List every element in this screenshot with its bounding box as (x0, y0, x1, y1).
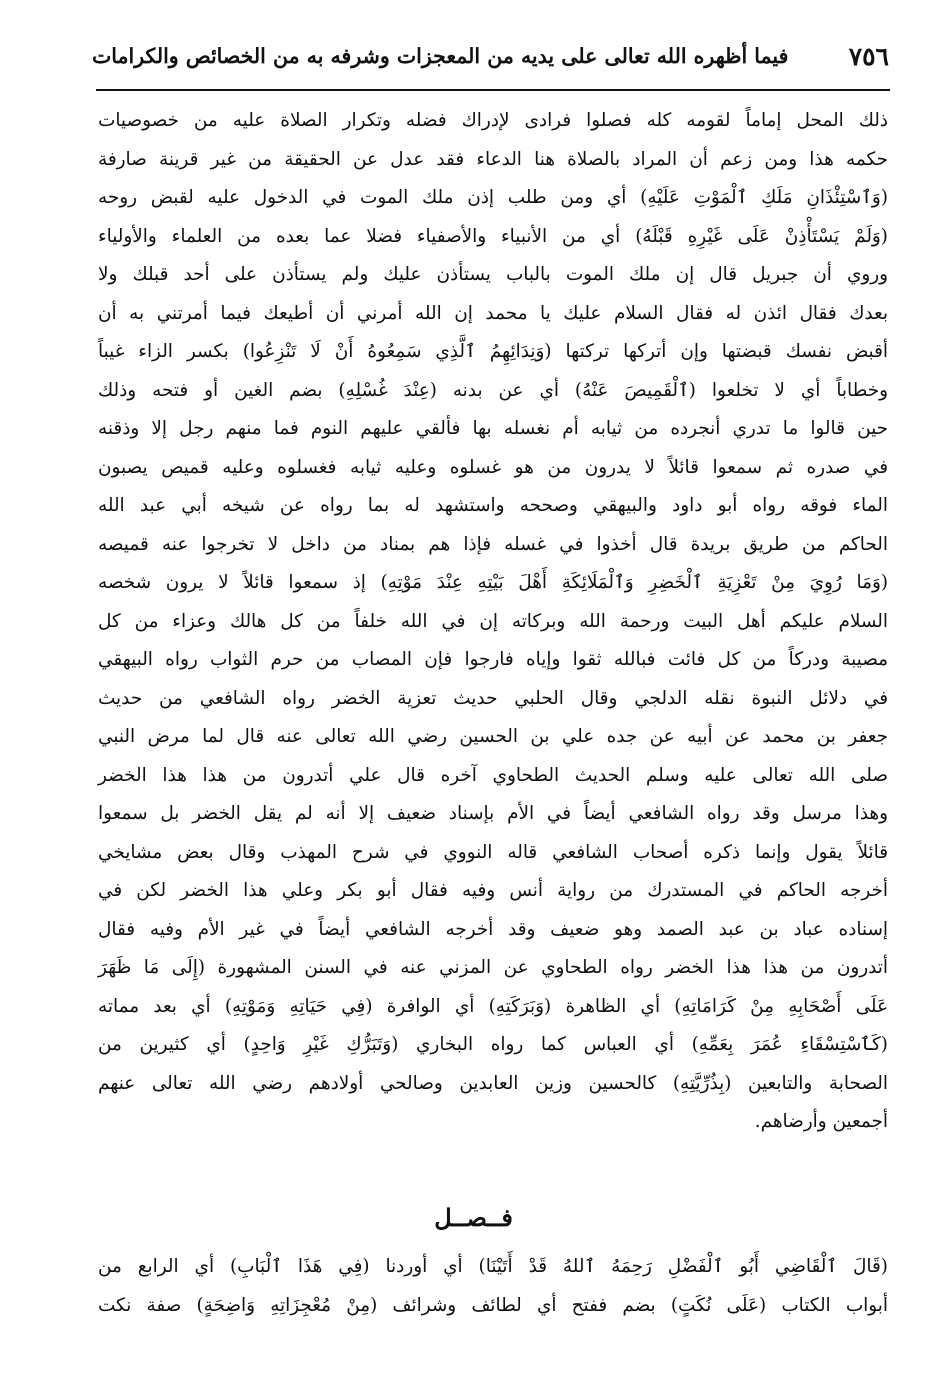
text-line: الصحابة والتابعين (بِذُرِّيَّتِهِ) كالحسين وزين العابدين وصالحي أولادهم رضي الله تعالى عنهم (98, 1072, 888, 1094)
text-line: قائلاً يقول وإنما ذكره أصحاب الشافعي قاله النووي في شرح المهذب وقال بعض مشايخي (98, 841, 888, 863)
text-line: أتدرون من هذا هذا الخضر رواه الطحاوي عن المزني عنه في السنن المشهورة (إِلَى مَا ظَهَرَ (98, 957, 888, 978)
text-line: (وَلَمْ يَسْتَأْذِنْ عَلَى غَيْرِهِ قَبْلَهُ) أي من الأنبياء والأصفياء فضلا عما بعده من العلماء والأولياء (98, 225, 888, 247)
text-line: السلام عليكم أهل البيت ورحمة الله وبركاته إن في الله خلفاً من كل هالك وعزاء من كل (98, 610, 888, 632)
text-line: إسناده عباد بن عبد الصمد وهو ضعيف وقد أخرجه الشافعي أيضاً في غير الأم وفيه فقال (98, 918, 888, 940)
text-line: حين قالوا ما تدري أنجرده من ثيابه أم نغسله بها فألقي عليهم النوم فما منهم رجل إلا وذقنه (98, 418, 888, 439)
section-heading: فــصــل (434, 1203, 513, 1232)
text-line: في دلائل النبوة نقله الدلجي وقال الحلبي حديث تعزية الخضر رواه الشافعي من حديث (98, 687, 888, 709)
running-header (92, 34, 889, 78)
text-line: الماء فوقه رواه أبو داود والبيهقي وصححه واستشهد له بما رواه عن شيخه أبي عبد الله (98, 495, 888, 516)
text-line: (كَٱسْتِسْقَاءِ عُمَرَ بِعَمِّهِ) أي العباس كما رواه البخاري (وَتَبَرُّكِ غَيْرِ وَاحِدٍ) أي كثيرين من (98, 1034, 888, 1055)
text-line: (وَمَا رُوِيَ مِنْ تَعْزِيَةِ ٱلْخَضِرِ وَٱلْمَلَائِكَةِ أَهْلَ بَيْتِهِ عِنْدَ مَوْتِهِ) إذ سمعوا قائلاً لا يرون شخصه (98, 572, 888, 593)
text-line: وروي أن جبريل قال إن ملك الموت بالباب يستأذن عليك ولم يستأذن على أحد قبلك ولا (98, 264, 888, 285)
page-number: ٧٥٦ (848, 41, 889, 71)
text-line: جعفر بن محمد عن أبيه عن جده علي بن الحسين رضي الله تعالى عنه قال لما مرض النبي (98, 726, 888, 747)
running-title: فيما أظهره الله تعالى على يديه من المعجزات وشرفه به من الخصائص والكرامات (92, 44, 789, 68)
section-text (98, 1248, 888, 1325)
text-line: أخرجه الحاكم في المستدرك من رواية أنس وفيه فقال أبو بكر وعلي هذا الخضر لكن في (98, 880, 888, 901)
text-line: وخطاباً أي لا تخلعوا (ٱلْقَمِيصَ عَنْهُ) أي عن بدنه (عِنْدَ غُسْلِهِ) بضم الغين أو فتحه وذلك (98, 379, 888, 401)
header-divider (96, 89, 890, 91)
text-line: مصيبة ودركاً من كل فائت فبالله ثقوا وإياه فارجوا فإن المصاب من حرم الثواب رواه البيهقي (98, 649, 888, 670)
text-line: بعدك فقال ائذن له فقال السلام عليك يا محمد إن الله أمرني أن أطيعك فيما أمرتني به أن (98, 302, 888, 324)
text-line: وهذا مرسل وقد رواه الشافعي أيضاً في الأم بإسناد ضعيف إلا أنه لم يقل الخضر بل سمعوا (98, 803, 888, 824)
text-line: عَلَى أَصْحَابِهِ مِنْ كَرَامَاتِهِ) أي الظاهرة (وَبَرَكَتِهِ) أي الوافرة (فِي حَيَاتِهِ وَمَوْتِهِ) أي بعد مماته (98, 995, 888, 1017)
text-line: ذلك المحل إماماً لقومه كله فصلوا فرادى لإدراك فضله وتكرار الصلاة عليه من خصوصيات (98, 110, 888, 131)
text-line: أقبض نفسك قبضتها وإن أتركها تركتها (وَنِدَائِهِمُ ٱلَّذِي سَمِعُوهُ أَنْ لَا تَنْزِعُوا) بكسر الزاء غيباً (98, 341, 888, 362)
main-text (98, 102, 888, 1142)
text-line: (وَٱسْتِئْذَانِ مَلَكِ ٱلْمَوْتِ عَلَيْهِ) أي ومن طلب إذن ملك الموت في الدخول عليه لقبض روحه (98, 187, 888, 208)
text-line: (قَالَ ٱلْقَاضِي أَبُو ٱلْفَضْلِ رَحِمَهُ ٱللهُ قَدْ أَتَيْنَا) أي أوردنا (فِي هَذَا ٱلْبَابِ) أي الرابع من (98, 1256, 888, 1277)
text-line: أجمعين وأرضاهم. (754, 1111, 888, 1132)
text-line: حكمه هذا ومن زعم أن المراد بالصلاة هنا الدعاء فقد عدل عن الحقيقة من غير قرينة صارفة (98, 148, 888, 170)
text-line: أبواب الكتاب (عَلَى نُكَتٍ) بضم ففتح أي لطائف وشرائف (مِنْ مُعْجِزَاتِهِ وَاضِحَةٍ) صفة نكت (98, 1294, 888, 1316)
text-line: الحاكم من طريق بريدة قال أخذوا في غسله فإذا هم بمناد من داخل لا تخرجوا عنه قميصه (98, 533, 888, 555)
text-line: صلى الله تعالى عليه وسلم الحديث الطحاوي آخره قال علي أتدرون من هذا هذا الخضر (98, 764, 888, 786)
text-line: في صدره ثم سمعوا قائلاً لا يدرون من هو غسلوه وعليه ثيابه فغسلوه وعليه قميص يصبون (98, 456, 888, 478)
